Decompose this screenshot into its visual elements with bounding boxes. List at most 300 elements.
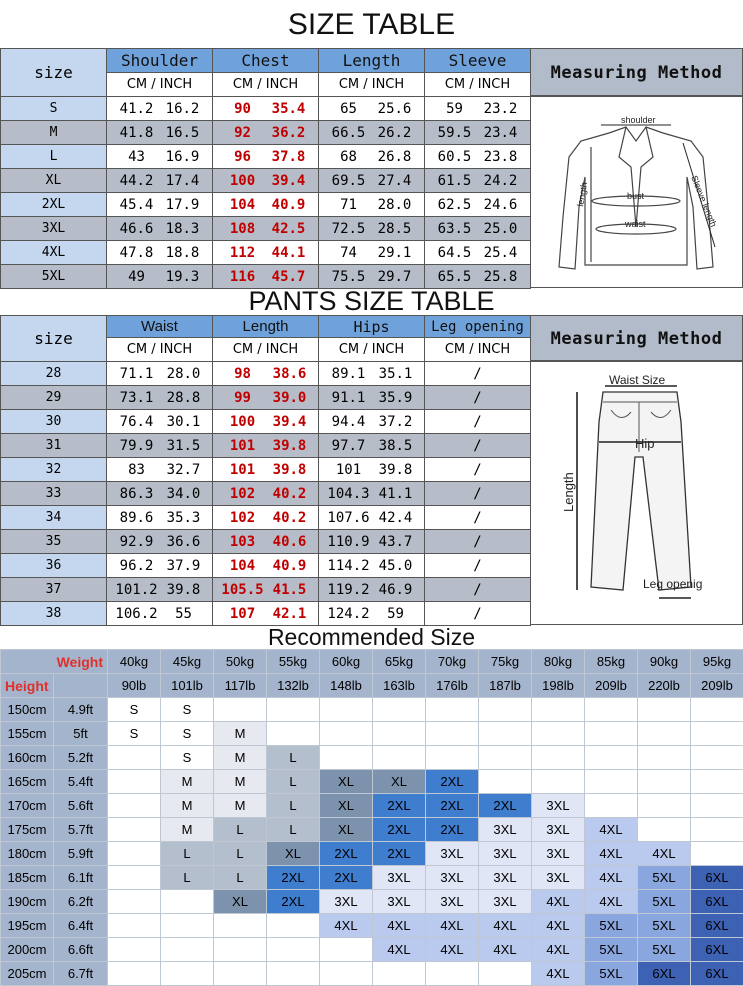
recommended-size-cell — [373, 722, 426, 746]
recommended-size-cell: 2XL — [426, 818, 479, 842]
recommended-size-cell — [426, 962, 479, 986]
size-cell: 31 — [1, 434, 107, 458]
leg-opening-cell: / — [425, 578, 531, 602]
size-cell: 37 — [1, 578, 107, 602]
size-cell: 32 — [1, 458, 107, 482]
table-row — [1, 145, 531, 169]
col-length: Length — [319, 49, 425, 73]
svg-text:Sleeve length: Sleeve length — [689, 174, 719, 228]
recommended-size-cell: XL — [214, 890, 267, 914]
recommended-size-cell — [161, 938, 214, 962]
weight-label: Weight — [1, 650, 108, 674]
svg-text:Waist Size: Waist Size — [609, 373, 666, 387]
recommended-size-cell — [691, 746, 743, 770]
recommended-size-cell — [108, 866, 161, 890]
table-row — [1, 169, 531, 193]
table-row — [1, 434, 531, 458]
table-row — [1, 602, 531, 626]
weight-kg-header: 90kg — [638, 650, 691, 674]
measure-cell: 102 40.2 — [213, 506, 319, 530]
height-ft-cell: 6.4ft — [54, 914, 108, 938]
leg-opening-cell: / — [425, 554, 531, 578]
height-row — [1, 698, 743, 722]
recommended-size-cell: 3XL — [426, 866, 479, 890]
recommended-size-cell: 3XL — [426, 890, 479, 914]
measure-cell: 41.8 16.5 — [107, 121, 213, 145]
recommended-size-cell: 6XL — [691, 866, 743, 890]
recommended-size-cell — [479, 962, 532, 986]
recommended-size-cell: S — [108, 722, 161, 746]
recommended-size-cell: 4XL — [585, 818, 638, 842]
measure-cell: 61.5 24.2 — [425, 169, 531, 193]
recommended-size-cell — [108, 746, 161, 770]
recommended-size-cell — [638, 770, 691, 794]
recommended-size-cell — [108, 890, 161, 914]
measure-cell: 101 39.8 — [319, 458, 425, 482]
measure-cell: 98 38.6 — [213, 362, 319, 386]
leg-opening-cell: / — [425, 362, 531, 386]
measure-cell: 69.5 27.4 — [319, 169, 425, 193]
recommended-size-cell: XL — [320, 794, 373, 818]
unit-label: CM / INCH — [213, 73, 319, 97]
jacket-diagram — [530, 96, 743, 288]
recommended-size-cell: 6XL — [691, 938, 743, 962]
size-cell: L — [1, 145, 107, 169]
weight-lb-header: 90lb — [108, 674, 161, 698]
table-row — [1, 265, 531, 289]
weight-lb-header: 187lb — [479, 674, 532, 698]
jacket-measuring-method: Measuring Method — [530, 48, 743, 96]
table-row — [1, 241, 531, 265]
recommended-size-cell — [532, 698, 585, 722]
weight-kg-header: 80kg — [532, 650, 585, 674]
pants-measuring-method: Measuring Method — [530, 315, 743, 361]
leg-opening-cell: / — [425, 482, 531, 506]
measure-cell: 92 36.2 — [213, 121, 319, 145]
recommended-size-cell: M — [214, 770, 267, 794]
measure-cell: 43 16.9 — [107, 145, 213, 169]
recommended-size-cell: 4XL — [373, 938, 426, 962]
weight-lb-header: 209lb — [691, 674, 743, 698]
recommended-size-cell: 5XL — [638, 914, 691, 938]
recommended-size-cell — [638, 818, 691, 842]
measure-cell: 100 39.4 — [213, 169, 319, 193]
measure-cell: 65 25.6 — [319, 97, 425, 121]
recommended-size-cell: XL — [267, 842, 320, 866]
recommended-size-cell: 3XL — [479, 890, 532, 914]
recommended-size-cell — [691, 842, 743, 866]
height-cm-cell: 155cm — [1, 722, 54, 746]
recommended-size-cell: 3XL — [532, 794, 585, 818]
height-ft-cell: 6.1ft — [54, 866, 108, 890]
recommended-size-cell: 6XL — [638, 962, 691, 986]
recommended-size-cell: M — [161, 770, 214, 794]
height-ft-cell: 6.6ft — [54, 938, 108, 962]
recommended-size-cell: 4XL — [585, 866, 638, 890]
measure-cell: 112 44.1 — [213, 241, 319, 265]
height-ft-cell: 6.7ft — [54, 962, 108, 986]
measure-cell: 41.2 16.2 — [107, 97, 213, 121]
measure-cell: 59 23.2 — [425, 97, 531, 121]
recommended-size-cell: 3XL — [532, 842, 585, 866]
recommended-size-cell — [638, 746, 691, 770]
recommended-size-cell — [108, 770, 161, 794]
height-cm-cell: 165cm — [1, 770, 54, 794]
recommended-size-cell — [320, 722, 373, 746]
measure-cell: 96 37.8 — [213, 145, 319, 169]
weight-kg-header: 55kg — [267, 650, 320, 674]
table-row — [1, 506, 531, 530]
recommended-size-cell: S — [161, 722, 214, 746]
weight-kg-header: 85kg — [585, 650, 638, 674]
recommended-size-cell — [108, 842, 161, 866]
recommended-size-cell — [426, 722, 479, 746]
height-ft-cell: 5.6ft — [54, 794, 108, 818]
recommended-size-cell — [426, 746, 479, 770]
recommended-size-cell — [691, 722, 743, 746]
recommended-size-cell: 4XL — [320, 914, 373, 938]
measure-cell: 104 40.9 — [213, 554, 319, 578]
recommended-size-cell: L — [267, 818, 320, 842]
recommended-size-cell: XL — [320, 770, 373, 794]
height-row — [1, 746, 743, 770]
recommended-size-cell: M — [214, 722, 267, 746]
weight-lb-header: 163lb — [373, 674, 426, 698]
recommended-size-cell — [532, 746, 585, 770]
height-cm-cell: 180cm — [1, 842, 54, 866]
size-cell: 3XL — [1, 217, 107, 241]
height-cm-cell: 175cm — [1, 818, 54, 842]
leg-opening-cell: / — [425, 506, 531, 530]
recommended-size-cell: 3XL — [426, 842, 479, 866]
recommended-size-cell — [214, 938, 267, 962]
size-cell: 5XL — [1, 265, 107, 289]
svg-text:waist: waist — [624, 219, 646, 229]
col-sleeve: Sleeve — [425, 49, 531, 73]
measure-cell: 91.1 35.9 — [319, 386, 425, 410]
measure-cell: 107.6 42.4 — [319, 506, 425, 530]
unit-label: CM / INCH — [107, 338, 213, 362]
recommended-size-cell: L — [161, 866, 214, 890]
recommended-size-cell: 3XL — [479, 818, 532, 842]
height-cm-cell: 195cm — [1, 914, 54, 938]
measure-cell: 89.1 35.1 — [319, 362, 425, 386]
measure-cell: 90 35.4 — [213, 97, 319, 121]
height-row — [1, 818, 743, 842]
table-row — [1, 217, 531, 241]
table-row — [1, 482, 531, 506]
height-label: Height — [1, 674, 54, 698]
recommended-size-cell — [585, 770, 638, 794]
recommended-size-cell: 4XL — [479, 914, 532, 938]
recommended-size-cell: 6XL — [691, 890, 743, 914]
leg-opening-cell: / — [425, 434, 531, 458]
recommended-size-cell — [585, 722, 638, 746]
recommended-size-cell: 5XL — [638, 866, 691, 890]
measure-cell: 66.5 26.2 — [319, 121, 425, 145]
recommended-size-cell: 5XL — [585, 962, 638, 986]
measure-cell: 75.5 29.7 — [319, 265, 425, 289]
recommended-size-cell — [691, 794, 743, 818]
height-row — [1, 842, 743, 866]
recommended-size-cell — [161, 914, 214, 938]
measure-cell: 107 42.1 — [213, 602, 319, 626]
recommended-size-cell: 3XL — [532, 818, 585, 842]
recommended-size-cell: S — [161, 698, 214, 722]
weight-kg-header: 65kg — [373, 650, 426, 674]
recommended-size-cell: 4XL — [426, 938, 479, 962]
height-ft-cell: 5.4ft — [54, 770, 108, 794]
weight-lb-header: 117lb — [214, 674, 267, 698]
svg-text:Length: Length — [561, 472, 576, 512]
recommended-size-cell: L — [267, 770, 320, 794]
recommended-size-cell: 4XL — [373, 914, 426, 938]
recommended-size-cell — [267, 914, 320, 938]
recommended-size-cell — [320, 746, 373, 770]
measure-cell: 64.5 25.4 — [425, 241, 531, 265]
recommended-size-cell: 2XL — [426, 794, 479, 818]
height-row — [1, 890, 743, 914]
pants-title: PANTS SIZE TABLE — [0, 286, 743, 316]
recommended-size-cell: M — [161, 818, 214, 842]
size-cell: 29 — [1, 386, 107, 410]
col-chest: Chest — [213, 49, 319, 73]
size-cell: 2XL — [1, 193, 107, 217]
recommended-size-cell — [373, 746, 426, 770]
recommended-size-cell — [585, 794, 638, 818]
measure-cell: 45.4 17.9 — [107, 193, 213, 217]
recommended-size-cell: 4XL — [585, 890, 638, 914]
recommended-size-cell: 4XL — [479, 938, 532, 962]
measure-cell: 86.3 34.0 — [107, 482, 213, 506]
pants-diagram — [530, 361, 743, 625]
size-cell: 30 — [1, 410, 107, 434]
measure-cell: 104 40.9 — [213, 193, 319, 217]
height-ft-cell: 5.9ft — [54, 842, 108, 866]
jacket-title: SIZE TABLE — [0, 4, 743, 46]
measure-cell: 62.5 24.6 — [425, 193, 531, 217]
leg-opening-cell: / — [425, 530, 531, 554]
jacket-outline-icon — [531, 97, 742, 287]
measure-cell: 110.9 43.7 — [319, 530, 425, 554]
height-row — [1, 722, 743, 746]
recommended-title: Recommended Size — [0, 624, 743, 650]
weight-kg-header: 40kg — [108, 650, 161, 674]
svg-text:bust: bust — [627, 191, 645, 201]
size-cell: 33 — [1, 482, 107, 506]
table-row — [1, 362, 531, 386]
recommended-size-cell: 3XL — [373, 890, 426, 914]
recommended-size-cell: 4XL — [638, 842, 691, 866]
height-cm-cell: 200cm — [1, 938, 54, 962]
measure-cell: 46.6 18.3 — [107, 217, 213, 241]
table-row — [1, 386, 531, 410]
measure-cell: 116 45.7 — [213, 265, 319, 289]
recommended-size-cell: 2XL — [373, 818, 426, 842]
table-row — [1, 458, 531, 482]
height-cm-cell: 150cm — [1, 698, 54, 722]
recommended-size-cell — [214, 914, 267, 938]
table-row — [1, 554, 531, 578]
measure-cell: 76.4 30.1 — [107, 410, 213, 434]
table-row — [1, 410, 531, 434]
recommended-size-cell: L — [267, 794, 320, 818]
recommended-size-cell: 2XL — [320, 866, 373, 890]
measure-cell: 68 26.8 — [319, 145, 425, 169]
recommended-size-table — [0, 649, 743, 986]
pants-outline-icon — [531, 362, 742, 624]
measure-cell: 101.2 39.8 — [107, 578, 213, 602]
height-row — [1, 914, 743, 938]
measure-cell: 114.2 45.0 — [319, 554, 425, 578]
svg-text:shoulder: shoulder — [621, 115, 656, 125]
height-cm-cell: 170cm — [1, 794, 54, 818]
measure-cell: 101 39.8 — [213, 458, 319, 482]
weight-kg-header: 95kg — [691, 650, 743, 674]
measure-cell: 71 28.0 — [319, 193, 425, 217]
size-cell: 35 — [1, 530, 107, 554]
recommended-size-cell: 4XL — [585, 842, 638, 866]
recommended-size-cell — [267, 698, 320, 722]
height-cm-cell: 160cm — [1, 746, 54, 770]
recommended-size-cell — [638, 698, 691, 722]
recommended-size-cell — [373, 962, 426, 986]
measure-cell: 99 39.0 — [213, 386, 319, 410]
size-cell: 4XL — [1, 241, 107, 265]
height-row — [1, 794, 743, 818]
col-length: Length — [213, 316, 319, 338]
svg-text:Leg openig: Leg openig — [643, 577, 702, 591]
recommended-size-cell — [691, 698, 743, 722]
weight-lb-header: 176lb — [426, 674, 479, 698]
recommended-size-cell — [691, 818, 743, 842]
height-ft-cell: 4.9ft — [54, 698, 108, 722]
recommended-size-cell — [267, 962, 320, 986]
weight-lb-header: 148lb — [320, 674, 373, 698]
jacket-size-table — [0, 48, 531, 289]
leg-opening-cell: / — [425, 458, 531, 482]
pants-size-table — [0, 315, 531, 626]
recommended-size-cell: 5XL — [585, 914, 638, 938]
size-header: size — [1, 49, 107, 97]
size-cell: M — [1, 121, 107, 145]
recommended-size-cell — [108, 794, 161, 818]
recommended-size-cell: 4XL — [532, 890, 585, 914]
size-cell: S — [1, 97, 107, 121]
recommended-size-cell: 3XL — [479, 866, 532, 890]
recommended-size-cell — [426, 698, 479, 722]
unit-label: CM / INCH — [425, 73, 531, 97]
measure-cell: 97.7 38.5 — [319, 434, 425, 458]
measure-cell: 108 42.5 — [213, 217, 319, 241]
svg-text:length: length — [575, 181, 589, 207]
weight-kg-header: 70kg — [426, 650, 479, 674]
recommended-size-cell — [479, 746, 532, 770]
recommended-size-cell — [638, 794, 691, 818]
recommended-size-cell — [108, 962, 161, 986]
recommended-size-cell: 4XL — [426, 914, 479, 938]
recommended-size-cell — [108, 938, 161, 962]
measure-cell: 73.1 28.8 — [107, 386, 213, 410]
measure-cell: 119.2 46.9 — [319, 578, 425, 602]
recommended-size-cell — [214, 698, 267, 722]
recommended-size-cell — [108, 914, 161, 938]
recommended-size-cell — [585, 746, 638, 770]
recommended-size-cell: 4XL — [532, 938, 585, 962]
weight-kg-header: 45kg — [161, 650, 214, 674]
measure-cell: 71.1 28.0 — [107, 362, 213, 386]
measure-cell: 83 32.7 — [107, 458, 213, 482]
table-row — [1, 121, 531, 145]
recommended-size-cell: 5XL — [638, 938, 691, 962]
height-row — [1, 962, 743, 986]
recommended-size-cell — [479, 722, 532, 746]
recommended-size-cell — [267, 938, 320, 962]
measure-cell: 106.2 55 — [107, 602, 213, 626]
recommended-size-cell: 3XL — [320, 890, 373, 914]
height-cm-cell: 185cm — [1, 866, 54, 890]
measure-cell: 102 40.2 — [213, 482, 319, 506]
measure-cell: 92.9 36.6 — [107, 530, 213, 554]
recommended-size-cell — [161, 962, 214, 986]
weight-lb-header: 220lb — [638, 674, 691, 698]
unit-label: CM / INCH — [213, 338, 319, 362]
col-waist: Waist — [107, 316, 213, 338]
recommended-size-cell — [691, 770, 743, 794]
measure-cell: 63.5 25.0 — [425, 217, 531, 241]
measure-cell: 100 39.4 — [213, 410, 319, 434]
recommended-size-cell: 2XL — [373, 842, 426, 866]
svg-text:Hip: Hip — [635, 436, 655, 451]
recommended-size-cell — [161, 890, 214, 914]
recommended-size-cell — [373, 698, 426, 722]
table-row — [1, 530, 531, 554]
leg-opening-cell: / — [425, 410, 531, 434]
unit-label: CM / INCH — [107, 73, 213, 97]
recommended-size-cell — [532, 770, 585, 794]
leg-opening-cell: / — [425, 602, 531, 626]
measure-cell: 47.8 18.8 — [107, 241, 213, 265]
recommended-size-cell: 4XL — [532, 962, 585, 986]
recommended-size-cell: 6XL — [691, 962, 743, 986]
weight-kg-header: 75kg — [479, 650, 532, 674]
recommended-size-cell — [108, 818, 161, 842]
recommended-size-cell: 3XL — [479, 842, 532, 866]
recommended-size-cell: M — [161, 794, 214, 818]
recommended-size-cell: 4XL — [532, 914, 585, 938]
recommended-size-cell: 2XL — [267, 866, 320, 890]
recommended-size-cell — [532, 722, 585, 746]
height-row — [1, 770, 743, 794]
measure-cell: 60.5 23.8 — [425, 145, 531, 169]
recommended-size-cell — [320, 938, 373, 962]
col-leg-opening: Leg opening — [425, 316, 531, 338]
recommended-size-cell — [320, 962, 373, 986]
recommended-size-cell: XL — [373, 770, 426, 794]
recommended-size-cell — [320, 698, 373, 722]
recommended-size-cell: 2XL — [426, 770, 479, 794]
height-row — [1, 866, 743, 890]
measure-cell: 65.5 25.8 — [425, 265, 531, 289]
measure-cell: 72.5 28.5 — [319, 217, 425, 241]
measure-cell: 44.2 17.4 — [107, 169, 213, 193]
measure-cell: 96.2 37.9 — [107, 554, 213, 578]
recommended-size-cell: L — [214, 866, 267, 890]
size-cell: 28 — [1, 362, 107, 386]
recommended-size-cell: L — [214, 818, 267, 842]
measure-cell: 101 39.8 — [213, 434, 319, 458]
height-ft-cell: 5.7ft — [54, 818, 108, 842]
